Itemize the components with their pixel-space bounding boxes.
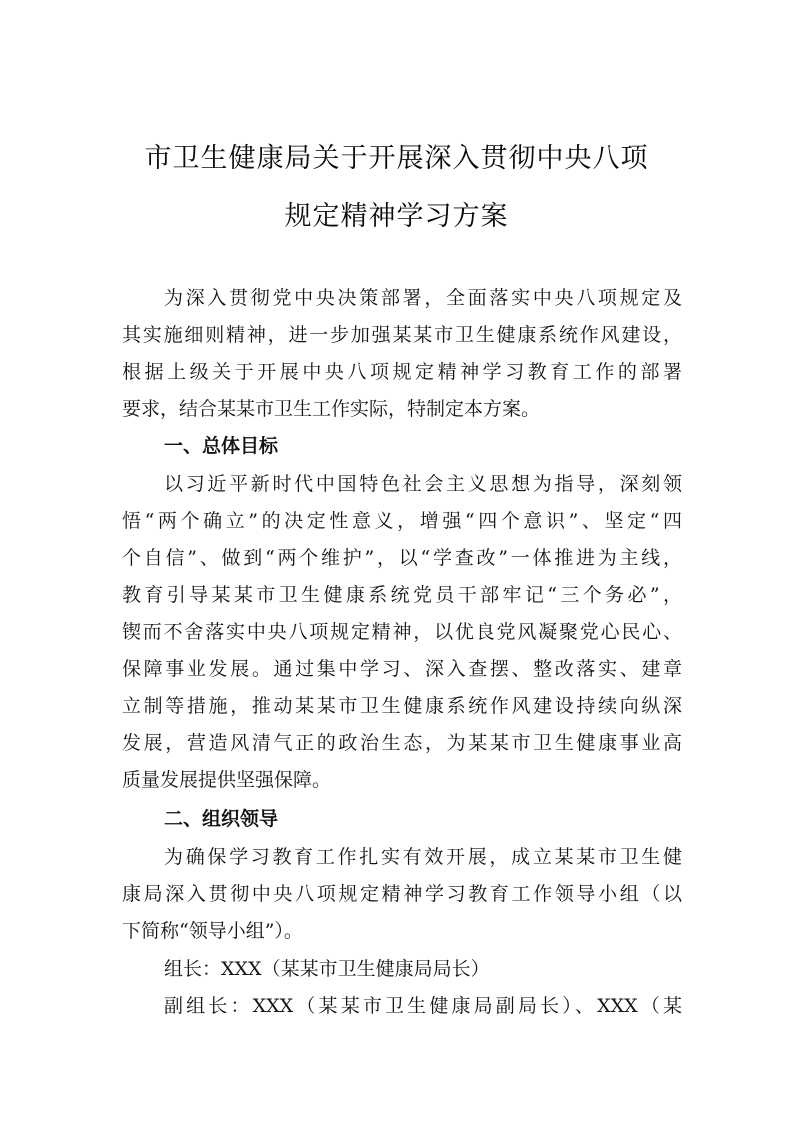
- group-leader-line: 组长：XXX（某某市卫生健康局局长）: [164, 958, 490, 980]
- section1-line: 发展，营造风清气正的政治生态，为某某市卫生健康事业高: [122, 732, 682, 754]
- section1-line: 个自信”、做到“两个维护”，以“学查改”一体推进为主线，: [122, 547, 682, 569]
- section2-line: 为确保学习教育工作扎实有效开展，成立某某市卫生健: [164, 846, 682, 868]
- intro-line: 根据上级关于开展中央八项规定精神学习教育工作的部署: [122, 361, 682, 383]
- intro-line: 要求，结合某某市卫生工作实际，特制定本方案。: [122, 398, 541, 420]
- section1-line: 以习近平新时代中国特色社会主义思想为指导，深刻领: [164, 473, 682, 495]
- section2-line: 下简称“领导小组”）。: [122, 920, 303, 942]
- section1-line: 教育引导某某市卫生健康系统党员干部牢记“三个务必”，: [122, 584, 682, 606]
- document-title-line-2: 规定精神学习方案: [284, 201, 509, 232]
- section-heading-organization: 二、组织领导: [164, 808, 279, 830]
- intro-line: 其实施细则精神，进一步加强某某市卫生健康系统作风建设，: [122, 324, 682, 346]
- intro-line: 为深入贯彻党中央决策部署，全面落实中央八项规定及: [164, 287, 682, 309]
- section-heading-overall-goal: 一、总体目标: [164, 435, 279, 457]
- section1-line: 质量发展提供坚强保障。: [122, 769, 332, 791]
- document-title-line-1: 市卫生健康局关于开展深入贯彻中央八项: [144, 143, 649, 174]
- deputy-leader-line: 副组长：XXX（某某市卫生健康局副局长）、XXX（某: [164, 995, 682, 1017]
- section1-line: 保障事业发展。通过集中学习、深入查摆、整改落实、建章: [122, 658, 682, 680]
- section1-line: 锲而不舍落实中央八项规定精神，以优良党风凝聚党心民心、: [122, 621, 682, 643]
- section1-line: 悟“两个确立”的决定性意义，增强“四个意识”、坚定“四: [122, 510, 682, 532]
- section1-line: 立制等措施，推动某某市卫生健康系统作风建设持续向纵深: [122, 695, 682, 717]
- section2-line: 康局深入贯彻中央八项规定精神学习教育工作领导小组（以: [122, 883, 682, 905]
